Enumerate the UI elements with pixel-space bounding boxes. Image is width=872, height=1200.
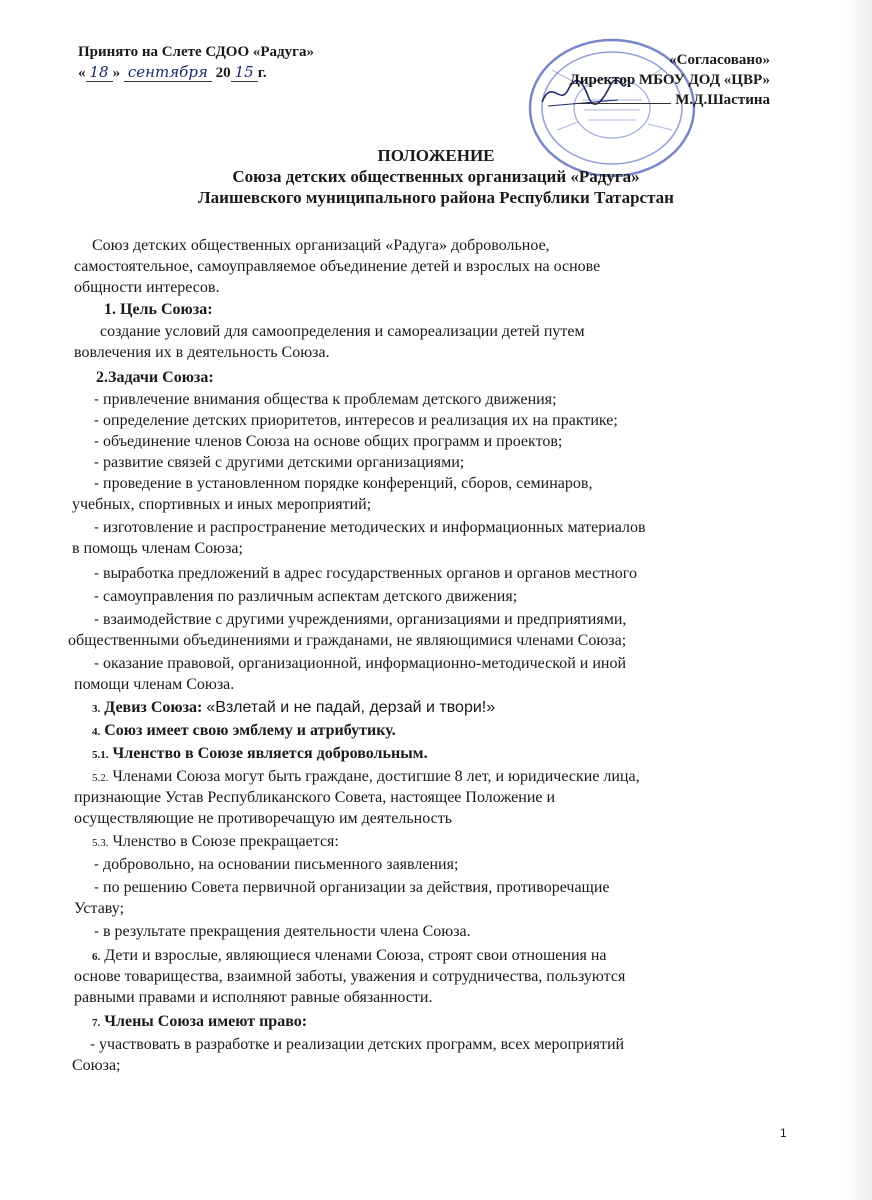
document-subtitle: Союза детских общественных организаций «Радуга» (232, 167, 640, 186)
task-item-continued: в помощь членам Союза; (72, 540, 243, 557)
task-item: - развитие связей с другими детскими организациями; (94, 454, 465, 471)
task-item-continued: помощи членам Союза. (74, 676, 235, 693)
agreement-title: «Согласовано» (669, 52, 770, 68)
relations-paragraph-cont: основе товарищества, взаимной заботы, уважения и сотрудничества, пользуются (74, 968, 626, 985)
emblem-line: 4. Союз имеет свою эмблему и атрибутику. (92, 722, 396, 739)
membership-termination: 5.3. Членство в Союзе прекращается: (92, 833, 339, 850)
motto-line: 3. Девиз Союза: «Взлетай и не падай, дерзай и твори!» (92, 699, 496, 716)
task-item-continued: учебных, спортивных и иных мероприятий; (72, 496, 372, 513)
membership-voluntary: 5.1. Членство в Союзе является добровольным. (92, 745, 428, 762)
task-item: - изготовление и распространение методических и информационных материалов (94, 519, 646, 536)
approval-block (78, 42, 314, 83)
membership-eligibility: 5.2. Членами Союза могут быть граждане, достигшие 8 лет, и юридические лица, (92, 768, 640, 785)
agreement-block (520, 50, 770, 110)
rights-item: - участвовать в разработке и реализации детских программ, всех мероприятий (90, 1036, 625, 1053)
document-title: ПОЛОЖЕНИЕ (377, 146, 495, 165)
approval-date: « 18 » сентября 20 15 г. (78, 63, 267, 81)
task-item: - привлечение внимания общества к проблемам детского движения; (94, 391, 557, 408)
document-subtitle-region: Лаишевского муниципального района Республики Татарстан (198, 188, 674, 207)
membership-eligibility-cont: осуществляющие не противоречащую им деятельность (74, 810, 452, 827)
motto-text: «Взлетай и не падай, дерзай и твори!» (206, 699, 496, 716)
task-item-continued: общественными объединениями и гражданами, не являющимися членами Союза; (68, 632, 627, 649)
task-item: - определение детских приоритетов, интересов и реализация их на практике; (94, 412, 618, 429)
membership-eligibility-cont: признающие Устав Республиканского Совета, настоящее Положение и (74, 789, 556, 806)
intro-line: Союз детских общественных организаций «Радуга» добровольное, (92, 237, 550, 254)
task-item: - самоуправления по различным аспектам детского движения; (94, 588, 518, 605)
task-item: - оказание правовой, организационной, информационно-методической и иной (94, 655, 627, 672)
termination-item: - по решению Совета первичной организации за действия, противоречащие (94, 879, 610, 896)
handwritten-month: сентября (124, 63, 212, 82)
relations-paragraph: 6. Дети и взрослые, являющиеся членами Союза, строят свои отношения на (92, 947, 607, 964)
director-title: Директор МБОУ ДОД «ЦВР» (569, 72, 770, 88)
termination-item: - в результате прекращения деятельности члена Союза. (94, 923, 471, 940)
approval-line: Принято на Слете СДОО «Радуга» (78, 44, 314, 60)
termination-item: - добровольно, на основании письменного заявления; (94, 856, 459, 873)
goal-text: вовлечения их в деятельность Союза. (74, 344, 330, 361)
task-item: - объединение членов Союза на основе общих программ и проектов; (94, 433, 563, 450)
task-item: - проведение в установленном порядке конференций, сборов, семинаров, (94, 475, 593, 492)
goal-text: создание условий для самоопределения и самореализации детей путем (100, 323, 585, 340)
section-heading-tasks: 2.Задачи Союза: (96, 369, 214, 386)
signature-line (576, 103, 671, 104)
intro-line: общности интересов. (74, 279, 220, 296)
page-number: 1 (780, 1126, 787, 1140)
intro-line: самостоятельное, самоуправляемое объединение детей и взрослых на основе (74, 258, 601, 275)
relations-paragraph-cont: равными правами и исполняют равные обязанности. (74, 989, 433, 1006)
handwritten-year: 15 (231, 63, 258, 82)
director-name: М.Д.Шастина (675, 92, 770, 108)
rights-item-continued: Союза; (72, 1057, 121, 1074)
rights-heading: 7. Члены Союза имеют право: (92, 1013, 308, 1030)
section-heading-goal: 1. Цель Союза: (104, 301, 213, 318)
task-item: - выработка предложений в адрес государственных органов и органов местного (94, 565, 637, 582)
task-item: - взаимодействие с другими учреждениями, организациями и предприятиями, (94, 611, 627, 628)
director-name-line (520, 90, 770, 110)
termination-item-continued: Уставу; (74, 900, 125, 917)
handwritten-day: 18 (86, 63, 113, 82)
